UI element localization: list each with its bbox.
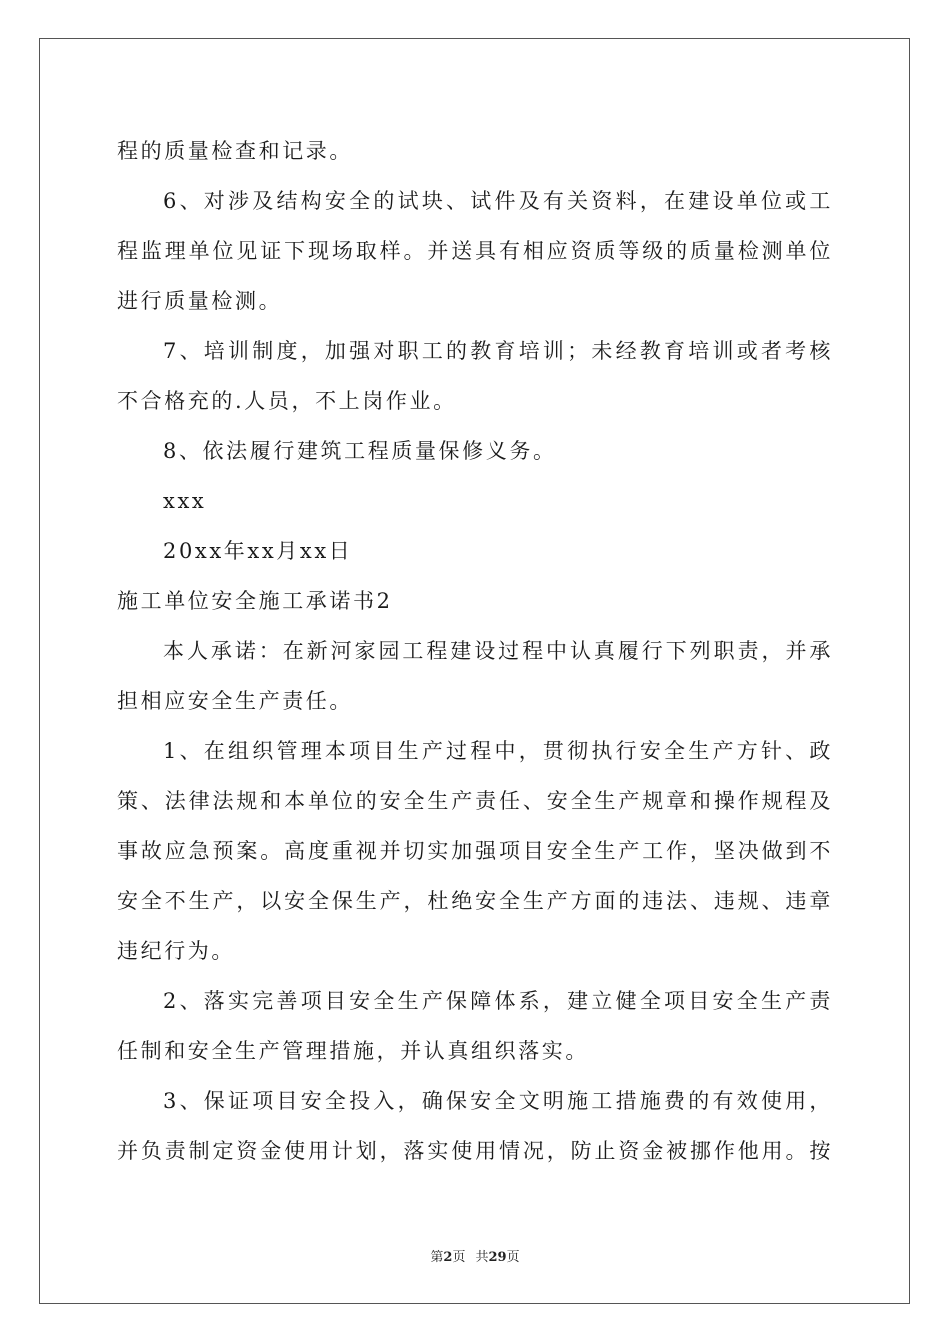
text-line: 事故应急预案。高度重视并切实加强项目安全生产工作，坚决做到不 bbox=[117, 839, 833, 863]
text-line: 任制和安全生产管理措施，并认真组织落实。 bbox=[117, 1039, 589, 1063]
text-line: 8、依法履行建筑工程质量保修义务。 bbox=[163, 439, 557, 463]
page-footer bbox=[0, 1246, 950, 1265]
text-line: 本人承诺：在新河家园工程建设过程中认真履行下列职责，并承 bbox=[163, 639, 833, 663]
text-line: 1、在组织管理本项目生产过程中，贯彻执行安全生产方针、政 bbox=[163, 739, 833, 763]
text-line: 7、培训制度，加强对职工的教育培训；未经教育培训或者考核 bbox=[163, 339, 833, 363]
text-line: 安全不生产，以安全保生产，杜绝安全生产方面的违法、违规、违章 bbox=[117, 889, 833, 913]
text-line: 6、对涉及结构安全的试块、试件及有关资料，在建设单位或工 bbox=[163, 189, 833, 213]
page-prefix: 第 bbox=[430, 1250, 444, 1265]
text-line: 策、法律法规和本单位的安全生产责任、安全生产规章和操作规程及 bbox=[117, 789, 833, 813]
page-number: 2 bbox=[443, 1250, 453, 1265]
text-line: 程的质量检查和记录。 bbox=[117, 139, 353, 163]
page-suffix: 页 bbox=[452, 1250, 466, 1265]
signature-name: xxx bbox=[163, 489, 207, 513]
text-line: 不合格充的.人员，不上岗作业。 bbox=[117, 389, 457, 413]
total-pages: 29 bbox=[488, 1250, 507, 1265]
text-line: 担相应安全生产责任。 bbox=[117, 689, 353, 713]
text-line: 3、保证项目安全投入，确保安全文明施工措施费的有效使用， bbox=[163, 1089, 833, 1113]
total-prefix: 共 bbox=[475, 1250, 489, 1265]
text-line: 2、落实完善项目安全生产保障体系，建立健全项目安全生产责 bbox=[163, 989, 833, 1013]
text-line: 违纪行为。 bbox=[117, 939, 235, 963]
text-line: 程监理单位见证下现场取样。并送具有相应资质等级的质量检测单位 bbox=[117, 239, 833, 263]
total-suffix: 页 bbox=[506, 1250, 520, 1265]
text-line: 进行质量检测。 bbox=[117, 289, 283, 313]
text-line: 并负责制定资金使用计划，落实使用情况，防止资金被挪作他用。按 bbox=[117, 1139, 833, 1163]
document-body bbox=[117, 126, 833, 1176]
section-title: 施工单位安全施工承诺书2 bbox=[117, 589, 393, 613]
signature-date: 20xx年xx月xx日 bbox=[163, 539, 353, 563]
